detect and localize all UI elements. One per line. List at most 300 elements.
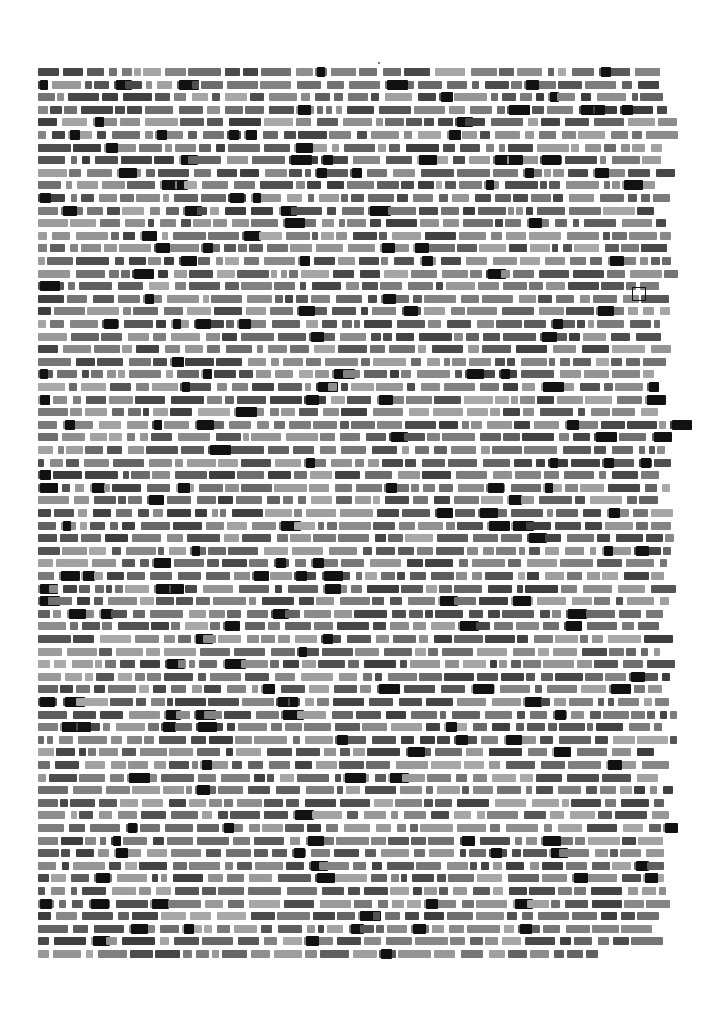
glyph-run — [511, 660, 521, 668]
bold-glyph-run — [501, 369, 510, 379]
glyph-run — [413, 622, 426, 630]
glyph-run — [118, 282, 143, 290]
bold-glyph-run — [198, 722, 217, 732]
glyph-run — [557, 93, 575, 101]
glyph-run — [134, 68, 141, 76]
glyph-run — [159, 736, 186, 744]
glyph-run — [99, 194, 117, 202]
glyph-run — [312, 282, 341, 290]
glyph-run — [126, 547, 156, 555]
text-line — [38, 104, 667, 116]
glyph-run — [643, 370, 654, 378]
glyph-run — [612, 156, 640, 164]
text-line — [38, 293, 669, 305]
glyph-run — [63, 345, 91, 353]
glyph-run — [85, 761, 105, 769]
glyph-run — [559, 849, 589, 857]
glyph-run — [319, 194, 339, 202]
glyph-run — [283, 496, 293, 504]
text-line — [38, 394, 663, 406]
glyph-run — [649, 446, 655, 454]
bold-glyph-run — [323, 155, 333, 165]
glyph-run — [87, 307, 119, 315]
glyph-run — [560, 370, 581, 378]
bold-glyph-run — [196, 319, 211, 329]
glyph-run — [62, 862, 69, 870]
glyph-run — [631, 937, 663, 945]
bold-glyph-run — [171, 584, 184, 594]
glyph-run — [493, 257, 517, 265]
glyph-run — [654, 648, 660, 656]
glyph-run — [106, 937, 117, 945]
glyph-run — [173, 874, 203, 882]
glyph-run — [378, 900, 388, 908]
glyph-run — [332, 307, 356, 315]
bold-glyph-run — [489, 521, 510, 531]
glyph-run — [38, 257, 45, 265]
glyph-run — [408, 282, 433, 290]
glyph-run — [406, 396, 432, 404]
bold-glyph-run — [323, 634, 333, 644]
glyph-run — [331, 459, 352, 467]
text-line — [38, 557, 674, 569]
glyph-run — [38, 849, 59, 857]
glyph-run — [59, 900, 66, 908]
glyph-run — [285, 295, 293, 303]
glyph-run — [462, 786, 469, 794]
glyph-run — [506, 862, 524, 870]
glyph-run — [376, 635, 389, 643]
glyph-run — [647, 660, 675, 668]
glyph-run — [612, 471, 638, 479]
glyph-run — [483, 459, 510, 467]
bold-glyph-run — [383, 294, 396, 304]
glyph-run — [393, 635, 416, 643]
glyph-run — [453, 156, 465, 164]
glyph-run — [516, 345, 547, 353]
glyph-run — [644, 698, 652, 706]
glyph-run — [628, 118, 655, 126]
glyph-run — [554, 950, 564, 958]
glyph-run — [529, 547, 540, 555]
glyph-run — [207, 345, 220, 353]
glyph-run — [128, 761, 148, 769]
glyph-run — [262, 824, 283, 832]
glyph-run — [632, 131, 642, 139]
glyph-run — [73, 925, 88, 933]
glyph-run — [643, 358, 666, 366]
glyph-run — [226, 345, 252, 353]
bold-glyph-run — [317, 67, 325, 77]
bold-glyph-run — [154, 558, 171, 568]
glyph-run — [515, 471, 541, 479]
glyph-run — [184, 181, 197, 189]
glyph-run — [493, 169, 518, 177]
glyph-run — [626, 358, 640, 366]
glyph-run — [198, 257, 210, 265]
bold-glyph-run — [545, 483, 553, 493]
glyph-run — [402, 509, 430, 517]
glyph-run — [536, 774, 562, 782]
glyph-run — [604, 144, 616, 152]
glyph-run — [334, 685, 357, 693]
glyph-run — [251, 207, 273, 215]
glyph-run — [584, 370, 609, 378]
glyph-run — [108, 685, 136, 693]
glyph-run — [56, 559, 88, 567]
glyph-run — [278, 635, 290, 643]
glyph-run — [441, 257, 461, 265]
glyph-run — [213, 219, 227, 227]
glyph-run — [360, 925, 374, 933]
glyph-run — [327, 925, 343, 933]
glyph-run — [84, 459, 109, 467]
text-line — [38, 948, 598, 960]
glyph-run — [53, 396, 67, 404]
glyph-run — [349, 81, 380, 89]
glyph-run — [388, 534, 403, 542]
glyph-run — [477, 811, 485, 819]
glyph-run — [372, 597, 384, 605]
bold-glyph-run — [529, 218, 542, 228]
glyph-run — [297, 774, 329, 782]
bold-glyph-run — [40, 281, 60, 291]
glyph-run — [201, 194, 226, 202]
glyph-run — [637, 736, 668, 744]
glyph-run — [404, 68, 430, 76]
glyph-run — [252, 383, 274, 391]
glyph-run — [274, 421, 285, 429]
glyph-run — [237, 396, 266, 404]
glyph-run — [447, 320, 471, 328]
glyph-run — [129, 358, 151, 366]
glyph-run — [565, 156, 597, 164]
glyph-run — [51, 874, 66, 882]
bold-glyph-run — [641, 458, 651, 468]
bold-glyph-run — [197, 785, 210, 795]
glyph-run — [53, 610, 61, 618]
glyph-run — [165, 824, 193, 832]
glyph-run — [444, 383, 475, 391]
glyph-run — [169, 761, 189, 769]
glyph-run — [245, 622, 265, 630]
text-line — [38, 595, 671, 607]
glyph-run — [375, 673, 382, 681]
text-line — [38, 721, 662, 733]
glyph-run — [118, 912, 129, 920]
glyph-run — [276, 786, 300, 794]
glyph-run — [158, 169, 189, 177]
glyph-run — [414, 106, 445, 114]
glyph-run — [212, 950, 219, 958]
glyph-run — [102, 622, 112, 630]
glyph-run — [597, 320, 624, 328]
bold-glyph-run — [178, 483, 190, 493]
glyph-run — [227, 874, 244, 882]
glyph-run — [640, 257, 648, 265]
glyph-run — [639, 446, 645, 454]
glyph-run — [341, 559, 364, 567]
glyph-run — [176, 597, 193, 605]
glyph-run — [485, 711, 512, 719]
glyph-run — [622, 622, 634, 630]
glyph-run — [76, 257, 109, 265]
glyph-run — [156, 597, 174, 605]
text-line — [38, 356, 668, 368]
glyph-run — [621, 244, 639, 252]
glyph-run — [235, 736, 252, 744]
text-line — [38, 633, 673, 645]
glyph-run — [38, 93, 55, 101]
glyph-run — [70, 244, 78, 252]
bold-glyph-run — [622, 105, 633, 115]
glyph-run — [264, 547, 288, 555]
glyph-run — [100, 837, 106, 845]
glyph-run — [596, 723, 623, 731]
bold-glyph-run — [119, 168, 137, 178]
glyph-run — [109, 433, 122, 441]
glyph-run — [488, 610, 500, 618]
bold-glyph-run — [386, 483, 397, 493]
glyph-run — [181, 446, 204, 454]
glyph-run — [644, 635, 673, 643]
glyph-run — [373, 912, 380, 920]
glyph-run — [174, 270, 187, 278]
bold-glyph-run — [387, 80, 408, 90]
glyph-run — [411, 484, 419, 492]
glyph-run — [461, 950, 483, 958]
glyph-run — [76, 232, 108, 240]
glyph-run — [171, 685, 186, 693]
glyph-run — [236, 496, 262, 504]
glyph-run — [591, 887, 622, 895]
glyph-run — [312, 811, 342, 819]
bold-glyph-run — [382, 243, 395, 253]
glyph-run — [618, 698, 639, 706]
glyph-run — [160, 219, 176, 227]
glyph-run — [401, 370, 411, 378]
glyph-run — [109, 270, 119, 278]
glyph-run — [112, 547, 121, 555]
glyph-run — [185, 622, 208, 630]
glyph-run — [38, 219, 68, 227]
glyph-run — [456, 471, 487, 479]
glyph-run — [558, 887, 572, 895]
glyph-run — [38, 118, 57, 126]
glyph-run — [234, 181, 255, 189]
glyph-run — [628, 169, 650, 177]
glyph-run — [250, 93, 264, 101]
text-line — [38, 860, 670, 872]
glyph-run — [493, 887, 503, 895]
text-line — [38, 696, 669, 708]
glyph-run — [50, 459, 63, 467]
glyph-run — [438, 118, 453, 126]
glyph-run — [481, 496, 503, 504]
glyph-run — [405, 459, 416, 467]
glyph-run — [241, 333, 274, 341]
glyph-run — [197, 748, 220, 756]
glyph-run — [344, 144, 375, 152]
glyph-run — [531, 194, 551, 202]
glyph-run — [477, 874, 502, 882]
glyph-run — [379, 232, 387, 240]
glyph-run — [495, 131, 520, 139]
glyph-run — [167, 534, 183, 542]
glyph-run — [473, 774, 487, 782]
glyph-run — [373, 522, 395, 530]
glyph-run — [149, 459, 172, 467]
glyph-run — [592, 862, 610, 870]
glyph-run — [285, 723, 302, 731]
glyph-run — [109, 68, 117, 76]
glyph-run — [62, 118, 87, 126]
glyph-run — [466, 333, 479, 341]
bold-glyph-run — [645, 873, 658, 883]
glyph-run — [278, 383, 302, 391]
glyph-run — [543, 660, 574, 668]
glyph-run — [629, 232, 657, 240]
glyph-run — [574, 887, 586, 895]
glyph-run — [268, 471, 291, 479]
glyph-run — [79, 774, 105, 782]
glyph-run — [604, 383, 613, 391]
glyph-run — [480, 837, 510, 845]
glyph-run — [206, 572, 230, 580]
glyph-run — [651, 572, 664, 580]
glyph-run — [351, 383, 374, 391]
glyph-run — [526, 837, 537, 845]
glyph-run — [329, 131, 351, 139]
glyph-run — [391, 811, 398, 819]
bold-glyph-run — [197, 420, 214, 430]
glyph-run — [181, 219, 191, 227]
glyph-run — [143, 408, 149, 416]
glyph-run — [135, 673, 145, 681]
glyph-run — [449, 106, 465, 114]
glyph-run — [128, 496, 142, 504]
glyph-run — [590, 257, 602, 265]
glyph-run — [120, 799, 138, 807]
glyph-run — [651, 509, 673, 517]
glyph-run — [327, 181, 344, 189]
glyph-run — [559, 723, 585, 731]
glyph-run — [76, 685, 90, 693]
glyph-run — [336, 496, 352, 504]
glyph-run — [38, 912, 51, 920]
bold-glyph-run — [40, 193, 51, 203]
glyph-run — [426, 698, 453, 706]
glyph-run — [118, 673, 132, 681]
glyph-run — [320, 900, 351, 908]
glyph-run — [485, 572, 513, 580]
glyph-run — [81, 244, 101, 252]
glyph-run — [102, 93, 118, 101]
bold-glyph-run — [486, 180, 494, 190]
glyph-run — [590, 711, 601, 719]
bold-glyph-run — [542, 332, 557, 342]
glyph-run — [207, 106, 220, 114]
glyph-run — [542, 862, 563, 870]
glyph-run — [479, 244, 506, 252]
glyph-run — [309, 685, 329, 693]
glyph-run — [70, 219, 96, 227]
glyph-run — [337, 912, 355, 920]
glyph-run — [575, 837, 585, 845]
glyph-run — [427, 774, 451, 782]
glyph-run — [454, 597, 476, 605]
glyph-run — [435, 748, 462, 756]
glyph-run — [116, 509, 132, 517]
glyph-run — [264, 799, 283, 807]
glyph-run — [213, 597, 246, 605]
glyph-run — [165, 345, 180, 353]
glyph-run — [102, 181, 125, 189]
glyph-run — [638, 81, 659, 89]
glyph-run — [38, 799, 58, 807]
bold-glyph-run — [299, 306, 315, 316]
glyph-run — [271, 723, 282, 731]
glyph-run — [588, 874, 617, 882]
bold-glyph-run — [324, 571, 343, 581]
glyph-run — [171, 849, 201, 857]
glyph-run — [581, 685, 606, 693]
glyph-run — [435, 799, 452, 807]
glyph-run — [242, 534, 271, 542]
bold-glyph-run — [381, 949, 392, 959]
glyph-run — [77, 597, 90, 605]
glyph-run — [106, 585, 112, 593]
glyph-run — [635, 68, 660, 76]
glyph-run — [573, 433, 590, 441]
glyph-run — [555, 522, 581, 530]
glyph-run — [180, 118, 204, 126]
glyph-run — [100, 219, 120, 227]
glyph-run — [199, 144, 211, 152]
glyph-run — [359, 257, 379, 265]
glyph-run — [602, 572, 618, 580]
text-line — [38, 331, 664, 343]
glyph-run — [622, 81, 632, 89]
glyph-run — [401, 874, 407, 882]
glyph-run — [612, 370, 640, 378]
glyph-run — [144, 736, 154, 744]
bold-glyph-run — [413, 924, 426, 934]
glyph-run — [264, 144, 290, 152]
glyph-run — [436, 547, 464, 555]
bold-glyph-run — [456, 735, 468, 745]
glyph-run — [145, 118, 178, 126]
glyph-run — [660, 711, 667, 719]
glyph-run — [237, 862, 252, 870]
glyph-run — [270, 307, 293, 315]
glyph-run — [464, 761, 484, 769]
glyph-run — [347, 811, 358, 819]
glyph-run — [161, 874, 167, 882]
glyph-run — [381, 849, 409, 857]
glyph-run — [38, 748, 54, 756]
glyph-run — [582, 345, 609, 353]
glyph-run — [198, 673, 206, 681]
glyph-run — [372, 446, 397, 454]
glyph-run — [482, 345, 511, 353]
glyph-run — [281, 685, 305, 693]
glyph-run — [335, 471, 360, 479]
glyph-run — [271, 358, 279, 366]
glyph-run — [546, 282, 565, 290]
glyph-run — [116, 900, 148, 908]
glyph-run — [107, 207, 120, 215]
